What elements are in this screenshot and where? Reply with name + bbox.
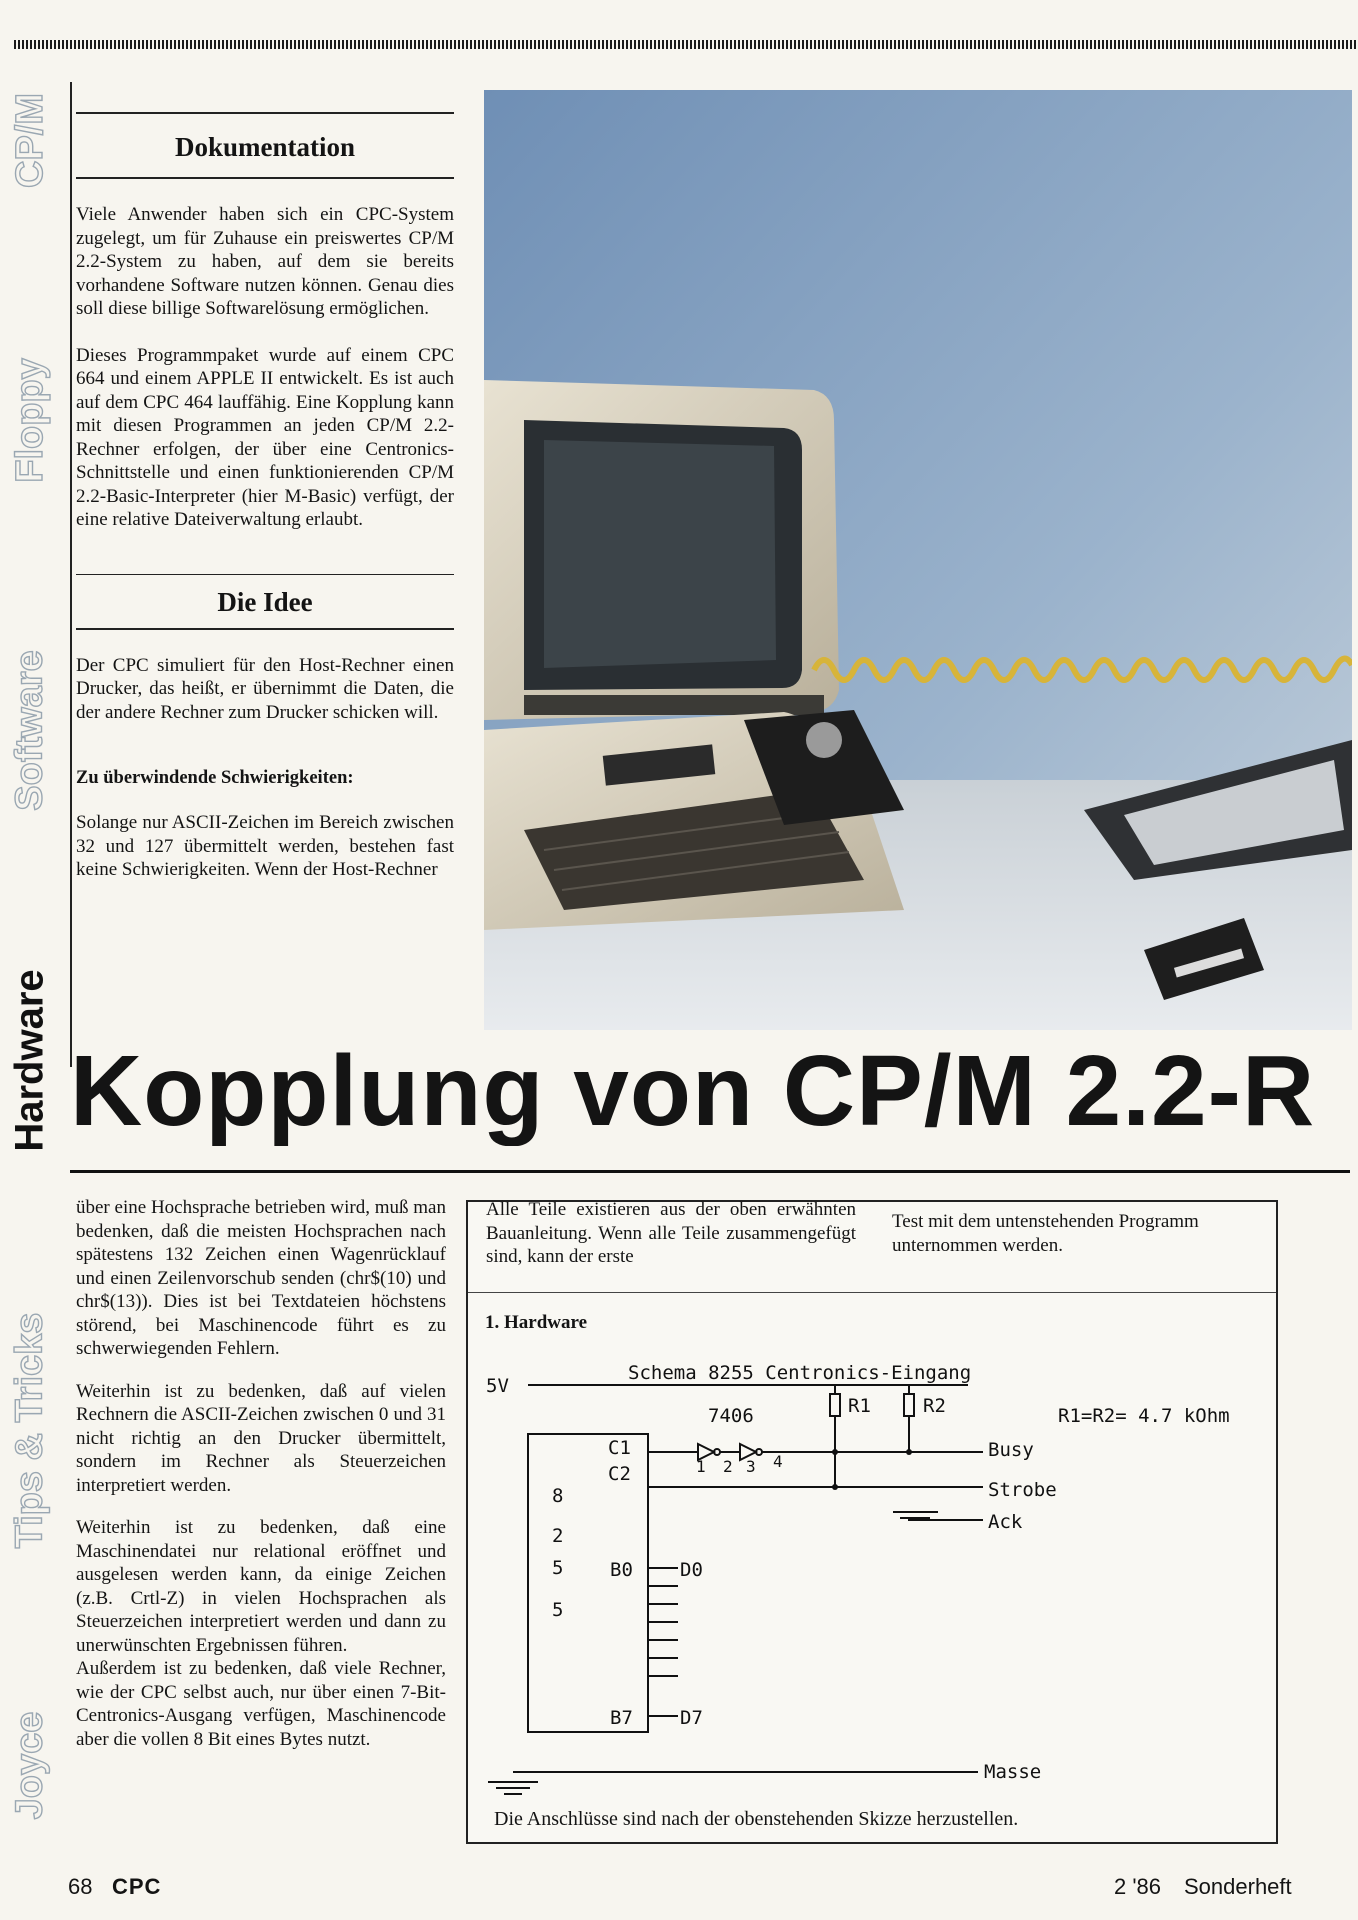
label-d7: D7 — [680, 1707, 703, 1729]
schema-title: Schema 8255 Centronics-Eingang — [628, 1362, 972, 1384]
pin-3: 3 — [746, 1457, 756, 1476]
sidebar-tab-hardware[interactable]: Hardware — [7, 968, 52, 1152]
label-b7: B7 — [610, 1707, 633, 1729]
hardware-label: 1. Hardware — [485, 1312, 588, 1333]
label-masse: Masse — [984, 1761, 1042, 1783]
label-ack: Ack — [988, 1511, 1023, 1533]
sidebar-tab-tips-tricks[interactable]: Tips & Tricks — [8, 1312, 51, 1548]
body-column-a — [76, 1196, 446, 1770]
body-column-b: Alle Teile existieren aus der oben erwähnten Bauanleitung. Wenn alle Teile zusammengefügt sind, kann der erste — [486, 1199, 856, 1267]
photo-computers — [484, 90, 1352, 1030]
sidebar-tab-floppy[interactable]: Floppy — [8, 357, 51, 483]
section-sidebar — [0, 70, 60, 1850]
paragraph: Dieses Programmpaket wurde auf einem CPC 664 und einem APPLE II entwickelt. Es ist auch auf dem CPC 464 lauffähig. Eine Kopplung kann mit diesen Programmen an jeden CP/M 2.2-Rechner erfolgen, der über eine Centronics-Schnittstelle und einen funktionierenden CP/M 2.2-Basic-Interpreter (hier M-Basic) verfügt, der eine relative Dateiverwaltung erlaubt. — [76, 344, 454, 530]
label-c2: C2 — [608, 1463, 631, 1485]
section-heading-die-idee: Die Idee — [217, 586, 313, 617]
label-r2: R2 — [923, 1395, 946, 1417]
paragraph: Außerdem ist zu bedenken, daß viele Rechner, wie der CPC selbst auch, nur über einen 7-Bit-Centronics-Ausgang verfügen, Maschinencode aber die vollen 8 Bit eines Bytes nutzt. — [76, 1658, 446, 1750]
label-strobe: Strobe — [988, 1479, 1057, 1501]
hardware-note: Die Anschlüsse sind nach der obenstehenden Skizze herzustellen. — [494, 1808, 1019, 1830]
paragraph: Solange nur ASCII-Zeichen im Bereich zwischen 32 und 127 übermittelt werden, bestehen fast keine Schwierigkeiten. Wenn der Host-Rechner — [76, 812, 454, 880]
issue-number: 2 '86 — [1114, 1874, 1162, 1899]
paragraph: Viele Anwender haben sich ein CPC-System zugelegt, um für Zuhause ein preiswertes CP/M 2.2-System zu haben, auf dem sie bereits vorhandene Software nutzen können. Genau dies soll diese billige Softwarelösung ermöglichen. — [76, 204, 454, 319]
pin-4: 4 — [773, 1452, 783, 1471]
label-rvalue: R1=R2= 4.7 kOhm — [1058, 1405, 1230, 1427]
paragraph: Der CPC simuliert für den Host-Rechner einen Drucker, das heißt, er übernimmt die Daten, die der andere Rechner zum Drucker schicken will. — [76, 654, 454, 723]
edition-label: Sonderheft — [1184, 1874, 1292, 1899]
paragraph: über eine Hochsprache betrieben wird, muß man bedenken, daß die meisten Hochsprachen nach spätestens 132 Zeichen einen Wagenrücklauf und einen Zeilenvorschub senden (chr$(10) und chr$(13)). Dies ist bei Textdateien höchstens störend, bei Maschinencode führt es zu schwerwiegenden Fehlern. — [76, 1197, 446, 1359]
page-number: 68 — [68, 1874, 93, 1899]
label-ic: 7406 — [708, 1405, 754, 1427]
article-title: Kopplung von CP/M 2.2-R — [70, 1036, 1316, 1146]
chip-digit: 2 — [552, 1525, 564, 1547]
chip-digit: 5 — [552, 1599, 564, 1621]
label-busy: Busy — [988, 1439, 1034, 1461]
sidebar-tab-joyce[interactable]: Joyce — [8, 1711, 51, 1819]
top-dotted-border — [14, 40, 1358, 49]
pin-2: 2 — [723, 1457, 733, 1476]
label-b0: B0 — [610, 1559, 633, 1581]
intro-column — [76, 82, 454, 882]
sidebar-tab-cpm[interactable]: CP/M — [8, 92, 51, 188]
body-column-c: Test mit dem untenstehenden Programm unternommen werden. — [892, 1211, 1199, 1256]
title-rule — [70, 1170, 1350, 1173]
sidebar-tab-software[interactable]: Software — [8, 649, 51, 811]
paragraph: Weiterhin ist zu bedenken, daß auf vielen Rechnern die ASCII-Zeichen zwischen 0 und 31 nicht richtig an den Drucker übermittelt, sondern im Rechner als Steuerzeichen interpretiert werden. — [76, 1380, 446, 1496]
rule — [76, 177, 454, 179]
label-d0: D0 — [680, 1559, 703, 1581]
pin-1: 1 — [696, 1457, 706, 1476]
hardware-box — [466, 1200, 1278, 1844]
circuit-schematic — [468, 1202, 1276, 1842]
label-r1: R1 — [848, 1395, 871, 1417]
label-c1: C1 — [608, 1437, 631, 1459]
subheading: Zu überwindende Schwierigkeiten: — [76, 768, 354, 788]
chip-digit: 8 — [552, 1485, 564, 1507]
paragraph: Weiterhin ist zu bedenken, daß eine Maschinendatei nur relational eröffnet und ausgelesen werden kann, da einige Zeichen (z.B. Crtl-Z) in vielen Hochsprachen als Steuerzeichen interpretiert werden und dann zu unerwünschten Ergebnissen führen. — [76, 1517, 446, 1656]
column-divider — [70, 82, 72, 1067]
rule — [76, 628, 454, 630]
section-heading-dokumentation: Dokumentation — [174, 132, 356, 162]
magazine-logo: CPC — [112, 1874, 162, 1899]
chip-digit: 5 — [552, 1557, 564, 1579]
label-5v: 5V — [486, 1375, 509, 1397]
